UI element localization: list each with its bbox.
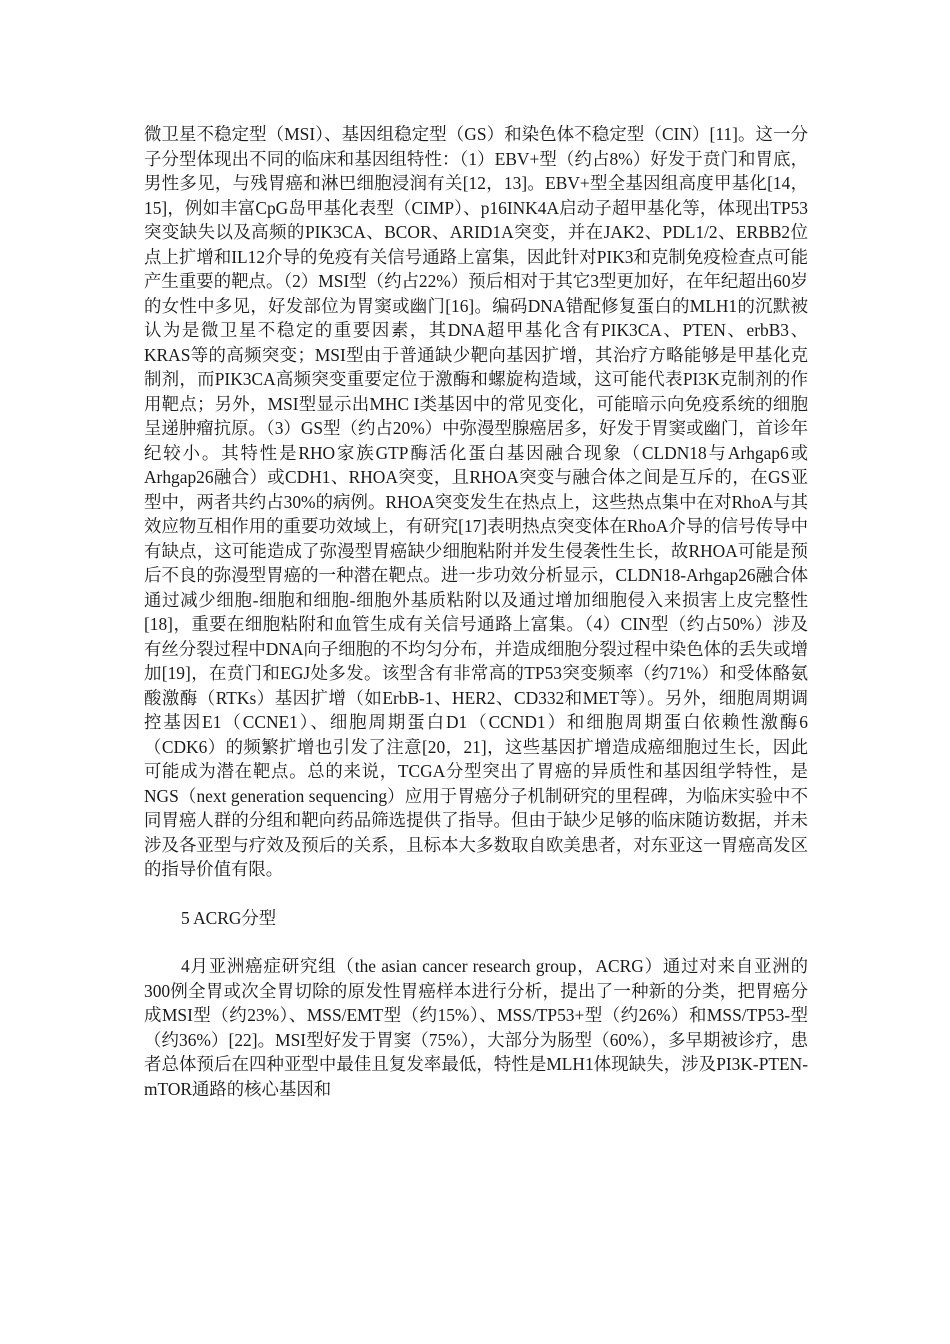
- document-body: [144, 122, 808, 1101]
- body-paragraph-acrg: 4月亚洲癌症研究组（the asian cancer research group，ACRG）通过对来自亚洲的300例全胃或次全胃切除的原发性胃癌样本进行分析，提出了一种新的分类，把胃癌分成MSI型（约23%）、MSS/EMT型（约15%）、MSS/TP53+型（约26%）和MSS/TP53-型（约36%）[22]。MSI型好发于胃窦（75%），大部分为肠型（60%），多早期被诊疗，患者总体预后在四种亚型中最佳且复发率最低，特性是MLH1体现缺失，涉及PI3K-PTEN-mTOR通路的核心基因和: [144, 956, 808, 1099]
- body-paragraph-tcga-subtypes: 微卫星不稳定型（MSI）、基因组稳定型（GS）和染色体不稳定型（CIN）[11]。这一分子分型体现出不同的临床和基因组特性：（1）EBV+型（约占8%）好发于贲门和胃底，男性多见，与残胃癌和淋巴细胞浸润有关[12，13]。EBV+型全基因组高度甲基化[14，15]，例如丰富CpG岛甲基化表型（CIMP）、p16INK4A启动子超甲基化等，体现出TP53突变缺失以及高频的PIK3CA、BCOR、ARID1A突变，并在JAK2、PDL1/2、ERBB2位点上扩增和IL12介导的免疫有关信号通路上富集，因此针对PIK3和克制免疫检查点可能产生重要的靶点。（2）MSI型（约占22%）预后相对于其它3型更加好，在年纪超出60岁的女性中多见，好发部位为胃窦或幽门[16]。编码DNA错配修复蛋白的MLH1的沉默被认为是微卫星不稳定的重要因素，其DNA超甲基化含有PIK3CA、PTEN、erbB3、KRAS等的高频突变；MSI型由于普通缺少靶向基因扩增，其治疗方略能够是甲基化克制剂，而PIK3CA高频突变重要定位于激酶和螺旋构造域，这可能代表PI3K克制剂的作用靶点；另外，MSI型显示出MHC I类基因中的常见变化，可能暗示向免疫系统的细胞呈递肿瘤抗原。（3）GS型（约占20%）中弥漫型腺癌居多，好发于胃窦或幽门，首诊年纪较小。其特性是RHO家族GTP酶活化蛋白基因融合现象（CLDN18与Arhgap6或Arhgap26融合）或CDH1、RHOA突变，且RHOA突变与融合体之间是互斥的，在GS亚型中，两者共约占30%的病例。RHOA突变发生在热点上，这些热点集中在对RhoA与其效应物互相作用的重要功效域上，有研究[17]表明热点突变体在RhoA介导的信号传导中有缺点，这可能造成了弥漫型胃癌缺少细胞粘附并发生侵袭性生长，故RHOA可能是预后不良的弥漫型胃癌的一种潜在靶点。进一步功效分析显示，CLDN18-Arhgap26融合体通过减少细胞-细胞和细胞-细胞外基质粘附以及通过增加细胞侵入来损害上皮完整性[18]，重要在细胞粘附和血管生成有关信号通路上富集。（4）CIN型（约占50%）涉及有丝分裂过程中DNA向子细胞的不均匀分布，并造成细胞分裂过程中染色体的丢失或增加[19]，在贲门和EGJ处多发。该型含有非常高的TP53突变频率（约71%）和受体酪氨酸激酶（RTKs）基因扩增（如ErbB-1、HER2、CD332和MET等）。另外，细胞周期调控基因E1（CCNE1）、细胞周期蛋白D1（CCND1）和细胞周期蛋白依赖性激酶6（CDK6）的频繁扩增也引发了注意[20，21]，这些基因扩增造成癌细胞过生长，因此可能成为潜在靶点。总的来说，TCGA分型突出了胃癌的异质性和基因组学特性，是NGS（next generation sequencing）应用于胃癌分子机制研究的里程碑，为临床实验中不同胃癌人群的分组和靶向药品筛选提供了指导。但由于缺少足够的临床随访数据，并未涉及各亚型与疗效及预后的关系，且标本大多数取自欧美患者，对东亚这一胃癌高发区的指导价值有限。: [144, 124, 808, 879]
- section-heading-acrg: 5 ACRG分型: [181, 907, 277, 928]
